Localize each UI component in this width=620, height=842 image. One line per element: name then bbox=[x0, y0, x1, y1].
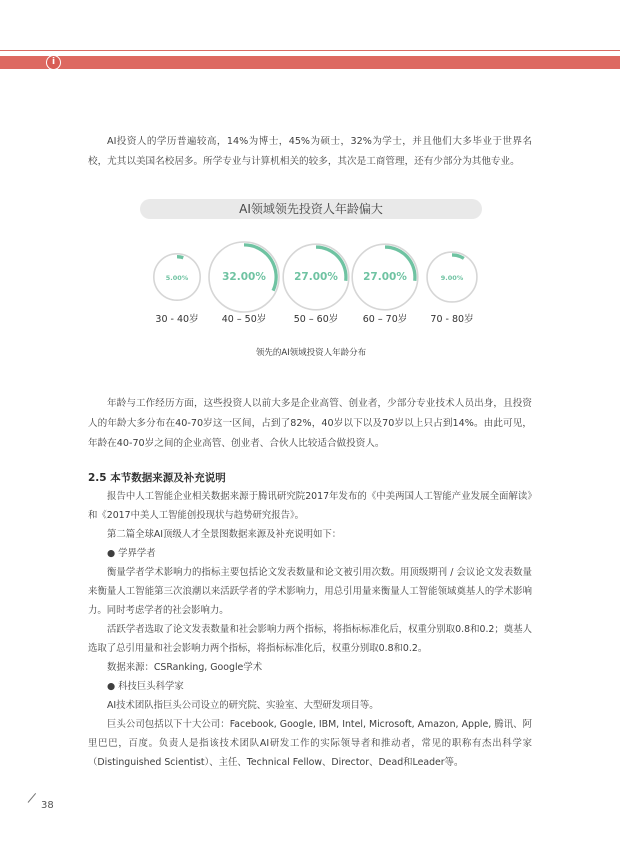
intro-text: AI投资人的学历普遍较高，14%为博士，45%为硕士，32%为学士，并且他们大多毕业于世界名校，尤其以美国名校居多。所学专业与计算机相关的较多，其次是工商管理，还有少部分为其他专业。 bbox=[88, 136, 532, 167]
page-number bbox=[29, 800, 54, 811]
header-bar bbox=[0, 56, 620, 69]
age-distribution-figure bbox=[140, 198, 482, 370]
section-bullet: ● 学界学者 bbox=[107, 548, 156, 559]
pie-item bbox=[352, 244, 418, 325]
pie-item bbox=[154, 254, 200, 325]
pie-item bbox=[283, 244, 349, 325]
figure-caption: 领先的AI领域投资人年龄分布 bbox=[255, 348, 367, 358]
section-line: 衡量学者学术影响力的指标主要包括论文发表数量和论文被引用次数。用顶级期刊 / 会议论文发表数量来衡量人工智能第三次浪潮以来活跃学者的学术影响力，用总引用量来衡量人工智能领域奠基人的学术影响力。同时考虑学者的社会影响力。 bbox=[88, 567, 532, 616]
section-line: 巨头公司包括以下十大公司：Facebook, Google, IBM, Intel, Microsoft, Amazon, Apple, 腾讯、阿里巴巴，百度。负责人是指该技术团队AI研发工作的实际领导者和推动者，常见的职称有杰出科学家（Distinguished Scientist）、主任、Technical Fellow、Director、Dead和Leader等。 bbox=[88, 719, 532, 768]
pie-category-label: 50 – 60岁 bbox=[293, 314, 339, 325]
pie-item bbox=[209, 242, 279, 325]
pie-category-label: 40 – 50岁 bbox=[221, 314, 267, 325]
figure-title: AI领域领先投资人年龄偏大 bbox=[140, 199, 482, 219]
age-text: 年龄与工作经历方面，这些投资人以前大多是企业高管、创业者，少部分专业技术人员出身，且投资人的年龄大多分布在40-70岁这一区间，占到了82%，40岁以下以及70岁以上只占到14%。由此可见，年龄在40-70岁之间的企业高管、创业者、合伙人比较适合做投资人。 bbox=[88, 398, 532, 449]
pie-value-label: 27.00% bbox=[294, 271, 338, 283]
pie-category-label: 70 - 80岁 bbox=[430, 314, 474, 325]
age-paragraph bbox=[88, 394, 532, 454]
header-rule bbox=[0, 50, 620, 51]
section-line: 报告中人工智能企业相关数据来源于腾讯研究院2017年发布的《中美两国人工智能产业发展全面解读》和《2017中美人工智能创投现状与趋势研究报告》。 bbox=[88, 491, 532, 521]
pie-category-label: 30 - 40岁 bbox=[155, 314, 199, 325]
pie-value-label: 27.00% bbox=[363, 271, 407, 283]
page-number-text: 38 bbox=[41, 800, 54, 811]
intro-paragraph bbox=[88, 132, 532, 172]
pie-category-label: 60 – 70岁 bbox=[362, 314, 408, 325]
section-line: AI技术团队指巨头公司设立的研究院、实验室、大型研发项目等。 bbox=[107, 700, 379, 711]
section-bullet: ● 科技巨头科学家 bbox=[107, 681, 184, 692]
pie-value-label: 9.00% bbox=[440, 274, 464, 282]
age-pie-chart bbox=[140, 198, 482, 343]
section-line: 活跃学者选取了论文发表数量和社会影响力两个指标，将指标标准化后，权重分别取0.8和0.2；奠基人选取了总引用量和社会影响力两个指标，将指标标准化后，权重分别取0.8和0.2。 bbox=[88, 624, 532, 654]
pie-value-label: 5.00% bbox=[165, 274, 189, 282]
pie-value-label: 32.00% bbox=[222, 271, 266, 283]
info-badge-icon: i bbox=[46, 55, 61, 70]
pie-item bbox=[427, 252, 477, 325]
section-line: 第二篇全球AI顶级人才全景图数据来源及补充说明如下： bbox=[107, 529, 342, 540]
section-line: 数据来源：CSRanking, Google学术 bbox=[107, 662, 263, 673]
section-heading: 2.5 本节数据来源及补充说明 bbox=[88, 472, 226, 484]
section-body bbox=[88, 487, 532, 772]
